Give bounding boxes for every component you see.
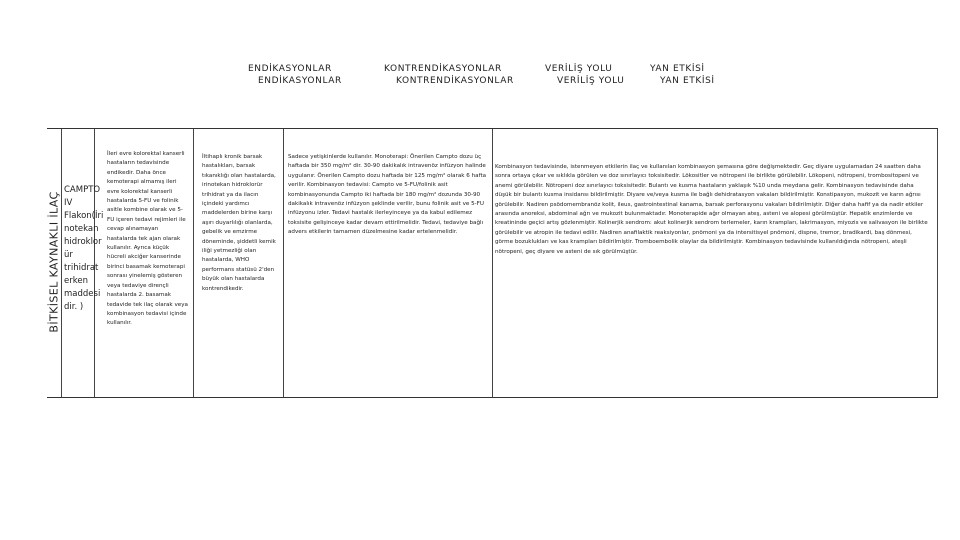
column-divider <box>937 129 938 397</box>
column-divider <box>492 129 493 397</box>
row-category-label <box>47 128 61 396</box>
header-side-effects-2: YAN ETKİSİ <box>660 76 715 86</box>
contraindications-cell: İltihaplı kronik barsak hastalıkları, barsak tıkanıklığı olan hastalarda, irinotekan hidroklorür trihidrat ya da ilacın içindeki yardımcı maddelerden birine karşı aşırı duyarlılığı olanlarda, gebelik ve emzirme döneminde, şiddetli kemik iliği yetmezliği olan hastalarda, WHO performans statüsü 2'den büyük olan hastalarda kontrendikedir. <box>202 154 276 292</box>
header-side-effects-1: YAN ETKİSİ <box>650 64 705 74</box>
header-indications-2: ENDİKASYONLAR <box>258 76 342 86</box>
header-route-2: VERİLİŞ YOLU <box>557 76 625 86</box>
header-contraindications-1: KONTRENDİKASYONLAR <box>384 64 502 74</box>
drug-name-cell: CAMPTO IV Flakon(İri notekan hidroklor ür trihidrat erken maddesi dir. ) <box>64 185 104 312</box>
header-route-1: VERİLİŞ YOLU <box>545 64 613 74</box>
column-divider <box>61 129 62 397</box>
header-indications-1: ENDİKASYONLAR <box>248 64 332 74</box>
route-cell: Sadece yetişkinlerde kullanılır. Monoterapi: Önerilen Campto dozu üç haftada bir 350 mg/m² dir. 30-90 dakikalık intravenöz infüzyon halinde uygulanır. Önerilen Campto dozu haftada bir 125 mg/m² olarak 6 hafta verilir. Kombinasyon tedavisi: Campto ve 5-FU/folinik asit kombinasyonunda Campto iki haftada bir 180 mg/m² dozunda 30-90 dakikalık intravenöz infüzyon şeklinde verilir, bunu folinik asit ve 5-FU infüzyonu izler. Tedavi hastalık ilerleyinceye ya da kabul edilemez toksisite gelişinceye kadar devam ettirilmelidir. Tedavi, tedaviye bağlı advers etkilerin tamamen düzelmesine kadar ertelenmelidir. <box>288 154 487 236</box>
header-contraindications-2: KONTRENDİKASYONLAR <box>396 76 514 86</box>
row-category-text: BİTKİSEL KAYNAKLI İLAÇ <box>47 191 61 333</box>
column-divider <box>283 129 284 397</box>
indications-cell: İleri evre kolorektal kanserli hastaların tedavisinde endikedir. Daha önce kemoterapi almamış ileri evre kolorektal kanserli hastalarda 5-FU ve folinik asitle kombine olarak ve 5-FU içeren tedavi rejimleri ile cevap alınamayan hastalarda tek ajan olarak kullanılır. Ayrıca küçük hücreli akciğer kanserinde birinci basamak kemoterapi sonrası yinelemiş gösteren veya tedaviye dirençli hastalarda 2. basamak tedavide tek ilaç olarak veya kombinasyon tedavisi içinde kullanılır. <box>107 151 188 327</box>
side-effects-cell: Kombinasyon tedavisinde, istenmeyen etkilerin ilaç ve kullanılan kombinasyon şemasına göre değişmektedir. Geç diyare uygulamadan 24 saatten daha sonra ortaya çıkar ve sıklıkla görülen ve doz sınırlayıcı toksisitedir. Lökositler ve nötropeni ile birlikte görülebilir. Lökopeni, nötropeni, trombositopeni ve anemi görülebilir. Nötropeni doz sınırlayıcı toksisitedir. Bulantı ve kusma hastaların yaklaşık %10 unda meydana gelir. Kombinasyon tedavisinde daha düşük bir bulantı kusma insidansı bildirilmiştir. Diyare ve/veya kusma ile bağlı dehidratasyon vakaları bildirilmiştir. Konstipasyon, mukozit ve karın ağrısı görülebilir. Nadiren psödomembranöz kolit, ileus, gastrointestinal kanama, barsak perforasyonu vakaları bildirilmiştir. Diğer daha hafif ya da nadir etkiler arasında anoreksi, abdominal ağrı ve mukozit bulunmaktadır. Monoterapide ağır olmayan ateş, asteni ve alopesi görülmüştür. Hepatik enzimlerde ve kreatininde geçici artış gözlenmiştir. Kolinerjik sendrom: akut kolinerjik sendrom terlemeler, karın krampları, lakrimasyon, miyozis ve salivasyon ile birlikte görülebilir ve atropin ile tedavi edilir. Nadiren anafilaktik reaksiyonlar, pnömoni ya da intersitisyel pnömoni, dispne, tremor, bradikardi, baş dönmesi, görme bozuklukları ve kas krampları bildirilmiştir. Tromboembolik olaylar da bildirilmiştir. Kombinasyon tedavisinde kullanıldığında nötropeni, ateşli nötropeni, geç diyare ve asteni de sık görülmüştür. <box>495 164 928 255</box>
column-divider <box>193 129 194 397</box>
